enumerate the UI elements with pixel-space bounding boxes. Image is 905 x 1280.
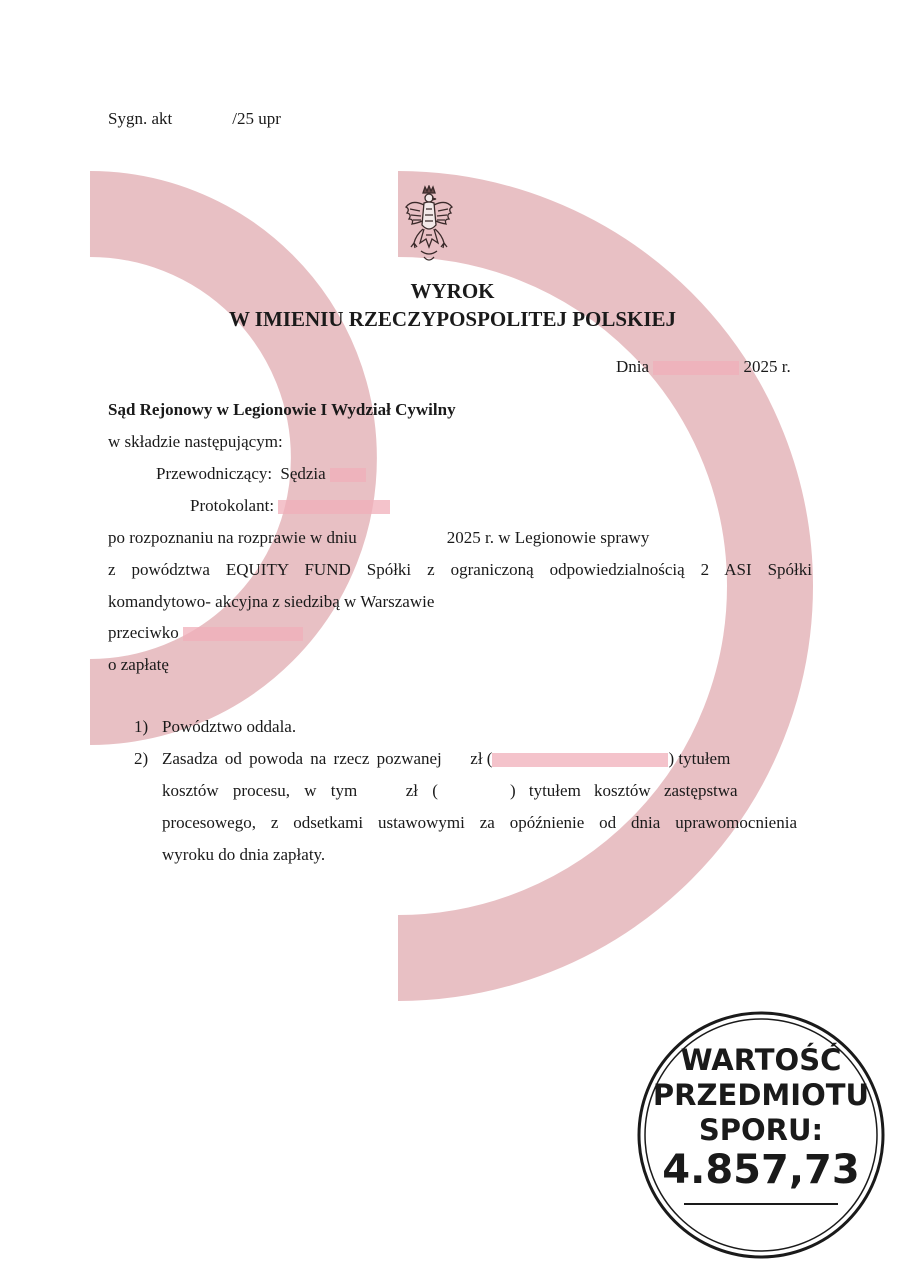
- case-reference-suffix: /25 upr: [232, 109, 281, 128]
- presiding-judge-label: Przewodniczący:: [156, 464, 273, 483]
- item-1-text: Powództwo oddala.: [162, 717, 297, 736]
- item-1-number: 1): [134, 717, 149, 736]
- item-2-amount-currency: zł (: [470, 749, 493, 768]
- item-2-line-1-end: ) tytułem: [668, 749, 731, 768]
- judgment-date: [616, 357, 791, 377]
- item-2-cost-currency: zł (: [405, 781, 438, 800]
- stamp-value: 4.857,73: [662, 1147, 860, 1193]
- hearing-info: [108, 528, 649, 548]
- item-2-line-3: procesowego, z odsetkami ustawowymi za opóźnienie od dnia uprawomocnienia: [162, 813, 797, 832]
- redacted-hearing-date: [357, 532, 447, 546]
- case-reference-label: Sygn. akt: [108, 109, 173, 128]
- item-2-line-2: [162, 781, 738, 801]
- redacted-judge-name: [330, 468, 366, 482]
- item-2-line-2-start: kosztów procesu, w tym: [162, 781, 358, 800]
- presiding-judge: [156, 464, 366, 484]
- stamp-line-2: PRZEDMIOTU: [652, 1078, 870, 1112]
- date-year: 2025 r.: [743, 357, 791, 376]
- defendant: [108, 623, 303, 643]
- stamp-line-3: SPORU:: [698, 1113, 824, 1147]
- presiding-judge-title: Sędzia: [280, 464, 326, 483]
- case-reference: [108, 109, 281, 129]
- item-2-number: 2): [134, 749, 149, 768]
- redacted-clerk-name: [278, 500, 390, 514]
- polish-eagle-emblem-icon: [404, 185, 454, 269]
- redacted-defendant-name: [183, 627, 303, 641]
- court-clerk: [190, 496, 390, 516]
- court-name: Sąd Rejonowy w Legionowie I Wydział Cywilny: [108, 400, 456, 419]
- redacted-cost-words: [438, 785, 510, 799]
- redacted-amount-words: [492, 753, 668, 767]
- plaintiff-line-1: z powództwa EQUITY FUND Spółki z ograniczoną odpowiedzialnością 2 ASI Spółki: [108, 560, 812, 579]
- item-2-line-2-end: ) tytułem kosztów zastępstwa: [509, 781, 738, 800]
- hearing-prefix: po rozpoznaniu na rozprawie w dniu: [108, 528, 357, 547]
- court-composition: w składzie następującym:: [108, 432, 283, 451]
- redacted-date: [653, 361, 739, 375]
- redacted-case-number: [172, 113, 232, 127]
- item-2-line-4: wyroku do dnia zapłaty.: [162, 845, 326, 864]
- judgment-title: WYROK: [410, 279, 495, 303]
- case-subject: o zapłatę: [108, 655, 169, 674]
- hearing-suffix: 2025 r. w Legionowie sprawy: [446, 528, 650, 547]
- court-clerk-label: Protokolant:: [190, 496, 275, 515]
- item-2-line-1: [162, 749, 730, 769]
- item-2-line-1-start: Zasadza od powoda na rzecz pozwanej: [162, 749, 442, 768]
- date-label: Dnia: [616, 357, 650, 376]
- judgment-subtitle: W IMIENIU RZECZYPOSPOLITEJ POLSKIEJ: [228, 307, 677, 331]
- stamp-line-1: WARTOŚĆ: [680, 1043, 842, 1077]
- plaintiff-line-2: komandytowo- akcyjna z siedzibą w Warszawie: [108, 592, 435, 611]
- defendant-label: przeciwko: [108, 623, 179, 642]
